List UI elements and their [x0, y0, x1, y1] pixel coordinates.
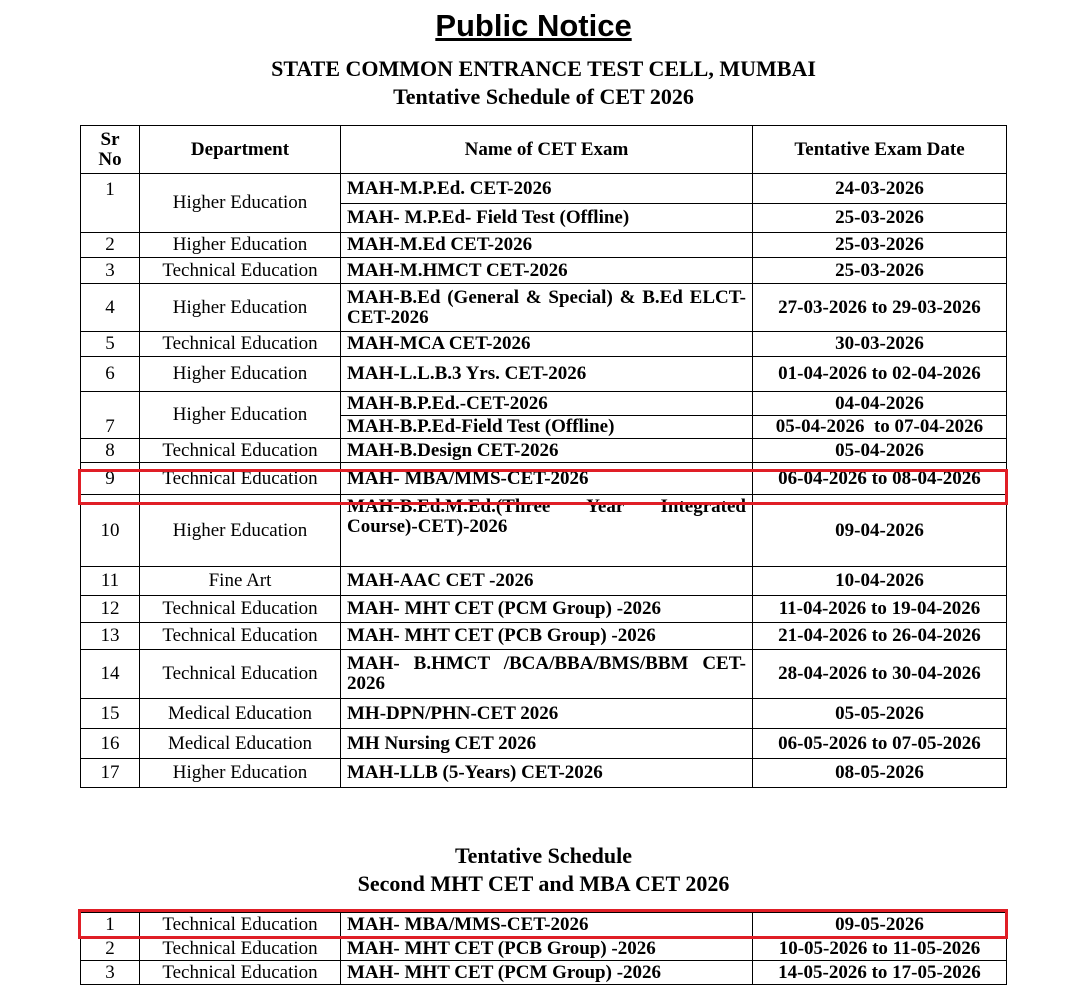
date-cell: 10-04-2026 [753, 567, 1007, 596]
table-row [81, 332, 1007, 357]
department-cell: Higher Education [140, 233, 341, 258]
sr-cell: 5 [81, 332, 140, 357]
table-row [81, 233, 1007, 258]
exam-cell: MAH-LLB (5-Years) CET-2026 [341, 759, 753, 788]
table-row [81, 729, 1007, 759]
sr-cell: 12 [81, 596, 140, 623]
date-cell: 06-05-2026 to 07-05-2026 [753, 729, 1007, 759]
table-row [81, 392, 1007, 416]
table-row [81, 284, 1007, 332]
date-cell: 27-03-2026 to 29-03-2026 [753, 284, 1007, 332]
exam-cell: MAH-B.Design CET-2026 [341, 439, 753, 463]
exam-cell: MAH- MBA/MMS-CET-2026 [341, 463, 753, 495]
cet-schedule-table [80, 125, 1007, 788]
second-schedule-table [80, 912, 1007, 985]
exam-cell: MAH- MHT CET (PCB Group) -2026 [341, 623, 753, 650]
header-sr-no: Sr No [81, 126, 140, 174]
date-cell: 09-05-2026 [753, 913, 1007, 937]
exam-cell: MAH-MCA CET-2026 [341, 332, 753, 357]
sr-cell: 6 [81, 357, 140, 392]
sr-cell: 10 [81, 495, 140, 567]
exam-cell: MAH- MHT CET (PCB Group) -2026 [341, 937, 753, 961]
date-cell: 01-04-2026 to 02-04-2026 [753, 357, 1007, 392]
notice-title: Public Notice [435, 8, 632, 43]
date-cell: 21-04-2026 to 26-04-2026 [753, 623, 1007, 650]
department-cell: Technical Education [140, 596, 341, 623]
table-row [81, 596, 1007, 623]
exam-cell: MAH-B.P.Ed-Field Test (Offline) [341, 416, 753, 439]
sr-cell: 17 [81, 759, 140, 788]
date-cell: 28-04-2026 to 30-04-2026 [753, 650, 1007, 699]
exam-cell: MAH-L.L.B.3 Yrs. CET-2026 [341, 357, 753, 392]
exam-cell: MAH-M.Ed CET-2026 [341, 233, 753, 258]
sr-cell: 9 [81, 463, 140, 495]
exam-cell: MAH-B.Ed (General & Special) & B.Ed ELCT-CET-2026 [341, 284, 753, 332]
department-cell: Fine Art [140, 567, 341, 596]
header-department: Department [140, 126, 341, 174]
date-cell: 24-03-2026 [753, 174, 1007, 204]
sr-cell: 8 [81, 439, 140, 463]
sr-cell: 3 [81, 258, 140, 284]
department-cell: Higher Education [140, 284, 341, 332]
table-row [81, 357, 1007, 392]
sr-cell: 13 [81, 623, 140, 650]
sr-cell: 14 [81, 650, 140, 699]
organization-name: STATE COMMON ENTRANCE TEST CELL, MUMBAI [271, 56, 816, 81]
date-cell: 08-05-2026 [753, 759, 1007, 788]
exam-cell: MAH-AAC CET -2026 [341, 567, 753, 596]
exam-cell: MAH-M.HMCT CET-2026 [341, 258, 753, 284]
table-row [81, 937, 1007, 961]
table-row [81, 258, 1007, 284]
date-cell: 05-04-2026 to 07-04-2026 [753, 416, 1007, 439]
date-cell: 05-05-2026 [753, 699, 1007, 729]
department-cell: Higher Education [140, 495, 341, 567]
table-row [81, 699, 1007, 729]
department-cell: Technical Education [140, 937, 341, 961]
table-header-row [81, 126, 1007, 174]
second-schedule-heading: Tentative Schedule [454, 843, 633, 868]
department-cell: Medical Education [140, 699, 341, 729]
table-row [81, 567, 1007, 596]
department-cell: Higher Education [140, 357, 341, 392]
exam-cell: MH Nursing CET 2026 [341, 729, 753, 759]
sr-cell: 16 [81, 729, 140, 759]
department-cell: Technical Education [140, 332, 341, 357]
sr-cell: 2 [81, 937, 140, 961]
exam-cell: MAH- M.P.Ed- Field Test (Offline) [341, 204, 753, 233]
department-cell: Technical Education [140, 650, 341, 699]
schedule-subtitle: Tentative Schedule of CET 2026 [393, 84, 694, 109]
exam-cell: MAH- MHT CET (PCM Group) -2026 [341, 596, 753, 623]
table-row [81, 961, 1007, 985]
sr-cell: 3 [81, 961, 140, 985]
header-exam-name: Name of CET Exam [341, 126, 753, 174]
date-cell: 05-04-2026 [753, 439, 1007, 463]
table-row [81, 759, 1007, 788]
date-cell: 09-04-2026 [753, 495, 1007, 567]
sr-cell: 1 [81, 174, 140, 233]
date-cell: 25-03-2026 [753, 204, 1007, 233]
exam-cell: MAH-B.Ed.M.Ed.(Three Year Integrated Course)-CET)-2026 [341, 495, 753, 567]
sr-cell: 15 [81, 699, 140, 729]
date-cell: 10-05-2026 to 11-05-2026 [753, 937, 1007, 961]
table-row [81, 439, 1007, 463]
date-cell: 30-03-2026 [753, 332, 1007, 357]
date-cell: 06-04-2026 to 08-04-2026 [753, 463, 1007, 495]
department-cell: Medical Education [140, 729, 341, 759]
table-row-highlighted [81, 463, 1007, 495]
exam-cell: MH-DPN/PHN-CET 2026 [341, 699, 753, 729]
department-cell: Technical Education [140, 623, 341, 650]
sr-cell: 7 [81, 392, 140, 439]
department-cell: Higher Education [140, 174, 341, 233]
department-cell: Technical Education [140, 258, 341, 284]
date-cell: 11-04-2026 to 19-04-2026 [753, 596, 1007, 623]
exam-cell: MAH-B.P.Ed.-CET-2026 [341, 392, 753, 416]
department-cell: Higher Education [140, 392, 341, 439]
sr-cell: 2 [81, 233, 140, 258]
table-row [81, 174, 1007, 204]
second-schedule-subheading: Second MHT CET and MBA CET 2026 [357, 871, 730, 896]
exam-cell: MAH- MBA/MMS-CET-2026 [341, 913, 753, 937]
department-cell: Higher Education [140, 759, 341, 788]
date-cell: 14-05-2026 to 17-05-2026 [753, 961, 1007, 985]
exam-cell: MAH- B.HMCT /BCA/BBA/BMS/BBM CET-2026 [341, 650, 753, 699]
sr-cell: 11 [81, 567, 140, 596]
header-exam-date: Tentative Exam Date [753, 126, 1007, 174]
department-cell: Technical Education [140, 961, 341, 985]
date-cell: 04-04-2026 [753, 392, 1007, 416]
department-cell: Technical Education [140, 463, 341, 495]
department-cell: Technical Education [140, 913, 341, 937]
sr-cell: 4 [81, 284, 140, 332]
table-row [81, 495, 1007, 567]
department-cell: Technical Education [140, 439, 341, 463]
sr-cell: 1 [81, 913, 140, 937]
date-cell: 25-03-2026 [753, 258, 1007, 284]
exam-cell: MAH- MHT CET (PCM Group) -2026 [341, 961, 753, 985]
table-row [81, 623, 1007, 650]
exam-cell: MAH-M.P.Ed. CET-2026 [341, 174, 753, 204]
table-row-highlighted [81, 913, 1007, 937]
date-cell: 25-03-2026 [753, 233, 1007, 258]
table-row [81, 650, 1007, 699]
